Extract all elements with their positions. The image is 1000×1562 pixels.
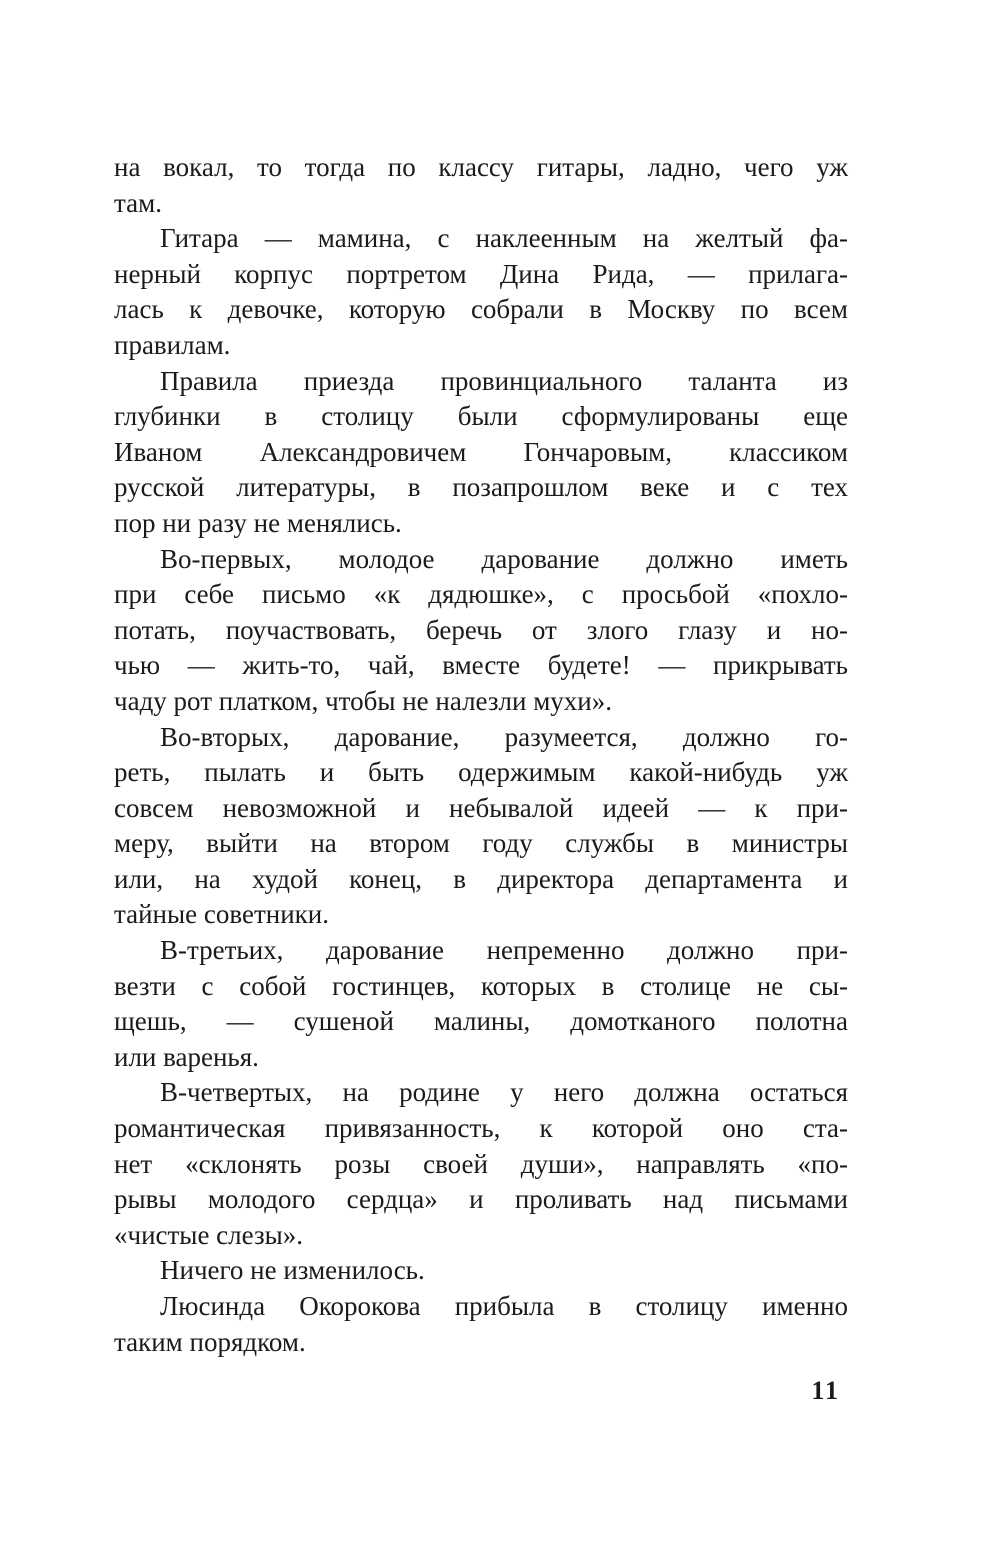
text-line: на вокал, то тогда по классу гитары, ладно, чего уж	[114, 152, 848, 182]
text-line: романтическая привязанность, к которой оно ста-	[114, 1113, 848, 1144]
text-line: Во-вторых, дарование, разумеется, должно го-	[160, 721, 848, 752]
text-line: Люсинда Окорокова прибыла в столицу именно	[160, 1291, 848, 1321]
text-line: В-третьих, дарование непременно должно при-	[160, 935, 848, 966]
paragraph	[114, 1253, 848, 1289]
text-line: пор ни разу не менялись.	[114, 507, 402, 538]
text-line: меру, выйти на втором году службы в министры	[114, 828, 848, 859]
text-line: при себе письмо «к дядюшке», с просьбой «похло-	[114, 579, 848, 610]
text-line: Иваном Александровичем Гончаровым, классиком	[114, 436, 848, 467]
paragraph	[114, 720, 848, 934]
text-line: совсем невозможной и небывалой идеей — к при-	[114, 792, 848, 823]
page-number: 11	[811, 1376, 840, 1405]
text-line: или, на худой конец, в директора департамента и	[114, 863, 848, 894]
text-line: «чистые слезы».	[114, 1219, 304, 1250]
text-line: щешь, — сушеной малины, домотканого полотна	[114, 1006, 848, 1037]
paragraph	[114, 933, 848, 1075]
text-line: нерный корпус портретом Дина Рида, — прилага-	[114, 258, 848, 289]
paragraph	[114, 150, 848, 221]
text-line: чаду рот платком, чтобы не налезли мухи».	[114, 685, 612, 716]
text-line: Ничего не изменилось.	[160, 1255, 425, 1286]
text-line: В-четвертых, на родине у него должна остаться	[160, 1077, 848, 1108]
text-line: нет «склонять розы своей души», направлять «по-	[114, 1148, 848, 1179]
text-line: правилам.	[114, 329, 231, 360]
paragraph	[114, 221, 848, 363]
text-line: рывы молодого сердца» и проливать над письмами	[114, 1184, 848, 1215]
text-line: таким порядком.	[114, 1326, 306, 1357]
text-line: реть, пылать и быть одержимым какой-нибудь уж	[114, 757, 848, 788]
text-line: Гитара — мамина, с наклеенным на желтый фа-	[160, 223, 848, 254]
text-line: чью — жить-то, чай, вместе будете! — прикрывать	[114, 650, 848, 681]
text-line: Правила приезда провинциального таланта из	[160, 365, 848, 396]
paragraph	[114, 1075, 848, 1253]
text-line: глубинки в столицу были сформулированы еще	[114, 401, 848, 432]
text-line: лась к девочке, которую собрали в Москву по всем	[114, 294, 848, 325]
text-line: Во-первых, молодое дарование должно иметь	[160, 543, 848, 574]
text-line: или варенья.	[114, 1041, 259, 1072]
paragraph	[114, 364, 848, 542]
text-block	[114, 150, 848, 1360]
text-line: русской литературы, в позапрошлом веке и с тех	[114, 472, 848, 503]
text-line: потать, поучаствовать, беречь от злого глазу и но-	[114, 614, 848, 645]
text-line: там.	[114, 187, 162, 218]
paragraph	[114, 1289, 848, 1360]
text-line: везти с собой гостинцев, которых в столице не сы-	[114, 970, 848, 1001]
paragraph	[114, 542, 848, 720]
text-line: тайные советники.	[114, 899, 329, 930]
